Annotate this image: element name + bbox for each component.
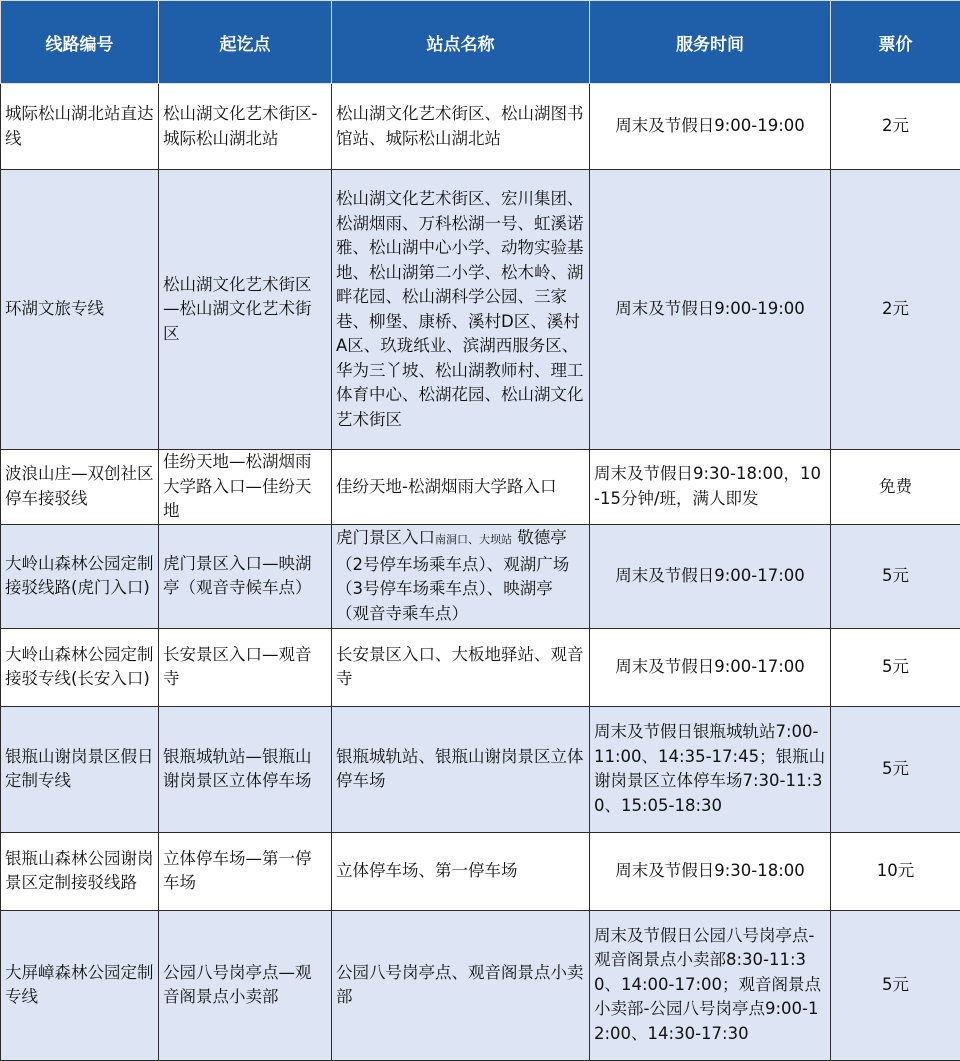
route-hours: 周末及节假日9:00-19:00 (590, 84, 831, 170)
header-row (1, 1, 960, 84)
stops-note: 南洞口、大坝站 (435, 533, 512, 546)
header-endpoints: 起讫点 (159, 1, 332, 84)
route-endpoints: 虎门景区入口—映湖亭（观音寺候车点） (159, 524, 332, 628)
route-name: 大岭山森林公园定制接驳专线(长安入口) (1, 628, 159, 706)
route-fare: 5元 (831, 628, 960, 706)
route-endpoints: 银瓶城轨站—银瓶山谢岗景区立体停车场 (159, 706, 332, 832)
route-name: 大岭山森林公园定制接驳线路(虎门入口) (1, 524, 159, 628)
route-stops: 公园八号岗亭点、观音阁景点小卖部 (332, 910, 590, 1060)
route-stops: 长安景区入口、大板地驿站、观音寺 (332, 628, 590, 706)
route-endpoints: 松山湖文化艺术街区-城际松山湖北站 (159, 84, 332, 170)
table-row (1, 832, 960, 910)
route-name: 银瓶山谢岗景区假日定制专线 (1, 706, 159, 832)
route-stops: 松山湖文化艺术街区、宏川集团、松湖烟雨、万科松湖一号、虹溪诺雅、松山湖中心小学、动物实验基地、松山湖第二小学、松木岭、湖畔花园、松山湖科学公园、三家巷、柳堡、康桥、溪村D区、溪村A区、玖珑纸业、滨湖西服务区、华为三丫坡、松山湖教师村、理工体育中心、松湖花园、松山湖文化艺术街区 (332, 170, 590, 450)
stops-first: 虎门景区入口 (336, 528, 435, 547)
route-endpoints: 立体停车场—第一停车场 (159, 832, 332, 910)
stops-rest: 敬德亭（2号停车场乘车点）、观湖广场（3号停车场乘车点）、映湖亭（观音寺乘车点） (336, 528, 569, 623)
route-name: 大屏嶂森林公园定制专线 (1, 910, 159, 1060)
route-fare: 2元 (831, 84, 960, 170)
route-fare: 2元 (831, 170, 960, 450)
route-fare: 5元 (831, 910, 960, 1060)
route-fare: 5元 (831, 524, 960, 628)
header-stops: 站点名称 (332, 1, 590, 84)
table-row (1, 910, 960, 1060)
route-hours: 周末及节假日银瓶城轨站7:00-11:00、14:35-17:45；银瓶山谢岗景区立体停车场7:30-11:30、15:05-18:30 (590, 706, 831, 832)
table-row (1, 450, 960, 525)
route-stops: 银瓶城轨站、银瓶山谢岗景区立体停车场 (332, 706, 590, 832)
route-stops (332, 524, 590, 628)
header-hours: 服务时间 (590, 1, 831, 84)
route-name: 波浪山庄—双创社区停车接驳线 (1, 450, 159, 525)
table-row (1, 84, 960, 170)
route-name: 银瓶山森林公园谢岗景区定制接驳线路 (1, 832, 159, 910)
route-hours: 周末及节假日9:00-17:00 (590, 628, 831, 706)
route-fare: 免费 (831, 450, 960, 525)
header-route: 线路编号 (1, 1, 159, 84)
route-endpoints: 松山湖文化艺术街区—松山湖文化艺术街区 (159, 170, 332, 450)
route-hours: 周末及节假日公园八号岗亭点-观音阁景点小卖部8:30-11:30、14:00-17:00；观音阁景点小卖部-公园八号岗亭点9:00-12:00、14:30-17:30 (590, 910, 831, 1060)
table-row (1, 628, 960, 706)
header-fare: 票价 (831, 1, 960, 84)
table-row (1, 170, 960, 450)
route-stops: 立体停车场、第一停车场 (332, 832, 590, 910)
table-row (1, 524, 960, 628)
route-hours: 周末及节假日9:30-18:00 (590, 832, 831, 910)
route-name: 城际松山湖北站直达线 (1, 84, 159, 170)
route-name: 环湖文旅专线 (1, 170, 159, 450)
route-hours: 周末及节假日9:00-17:00 (590, 524, 831, 628)
route-endpoints: 公园八号岗亭点—观音阁景点小卖部 (159, 910, 332, 1060)
route-endpoints: 佳纷天地—松湖烟雨大学路入口—佳纷天地 (159, 450, 332, 525)
route-fare: 5元 (831, 706, 960, 832)
route-stops: 佳纷天地-松湖烟雨大学路入口 (332, 450, 590, 525)
route-hours: 周末及节假日9:00-19:00 (590, 170, 831, 450)
route-endpoints: 长安景区入口—观音寺 (159, 628, 332, 706)
route-hours: 周末及节假日9:30-18:00，10-15分钟/班，满人即发 (590, 450, 831, 525)
route-stops: 松山湖文化艺术街区、松山湖图书馆站、城际松山湖北站 (332, 84, 590, 170)
table-row (1, 706, 960, 832)
route-fare: 10元 (831, 832, 960, 910)
